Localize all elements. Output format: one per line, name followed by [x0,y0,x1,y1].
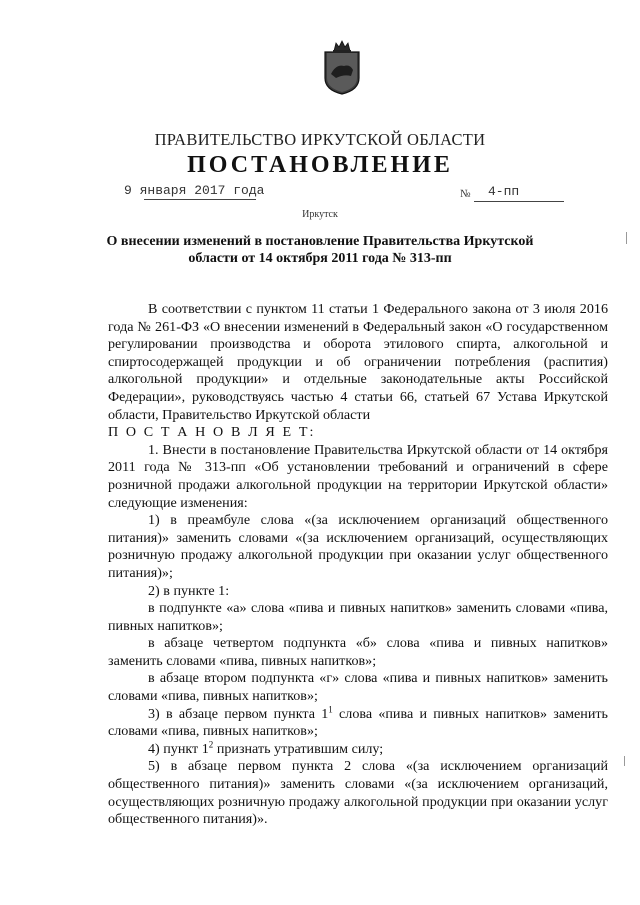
document-number: 4-пп [488,184,520,199]
number-sign: № [460,188,471,200]
date-underline [144,199,256,200]
item-1-2-c-paragraph: в абзаце втором подпункта «г» слова «пива и пивных напитков» заменить словами «пива, пивных напитков»; [108,670,608,705]
decree-word: П О С Т А Н О В Л Я Е Т: [108,424,316,441]
document-date-text: 9 января 2017 года [124,183,265,198]
government-name: ПРАВИТЕЛЬСТВО ИРКУТСКОЙ ОБЛАСТИ [154,130,486,149]
scan-mark-right-lower [624,756,625,766]
document-date [124,183,264,198]
item-1-2-b-paragraph: в абзаце четвертом подпункта «б» слова «пива и пивных напитков» заменить словами «пива, пивных напитков»; [108,635,608,669]
scan-mark-right [626,232,627,244]
item-1-3-end: слова «пива и пивных напитков» заменить словами «пива, пивных напитков»; [108,705,608,740]
preamble-paragraph: В соответствии с пунктом 11 статьи 1 Федерального закона от 3 июля 2016 года № 261-ФЗ «О внесении изменений в Федеральный закон «О государственном регулировании производства и оборота этилового спирта, алкогольной и спиртосодержащей продукции и об ограничении потребления (распития) алкогольной продукции» и отдельные законодательные акты Российской Федерации», руководствуясь частью 4 статьи 66, статьей 67 Устава Иркутской области, Правительство Иркутской области [108,301,608,423]
item-1-5-paragraph: 5) в абзаце первом пункта 2 слова «(за исключением организаций общественного питания)» заменить словами «(за исключением организаций, осуществляющих розничную продажу алкогольной продукции при оказании услуг общественного питания)». [108,758,608,828]
item-1-paragraph: 1. Внести в постановление Правительства Иркутской области от 14 октября 2011 года № 313-пп «Об установлении требований и ограничений в сфере розничной продажи алкогольной продукции на территории Иркутской области» следующие изменения: [108,441,608,511]
coat-of-arms-emblem [322,38,362,96]
item-1-4-end: признать утратившим силу; [213,740,384,757]
item-1-2-paragraph: 2) в пункте 1: [148,582,230,599]
item-1-3-superscript: 1 [328,703,333,714]
item-1-3-start: 3) в абзаце первом пункта 1 [148,705,329,722]
item-1-4-superscript: 2 [208,739,214,750]
document-title: О внесении изменений в постановление Правительства Иркутской области от 14 октября 2011 года № 313-пп [106,234,534,266]
item-1-3-paragraph [108,703,608,741]
item-1-4-paragraph [108,741,608,759]
document-body [108,301,608,829]
item-1-2-a-paragraph: в подпункте «а» слова «пива и пивных напитков» заменить словами «пива, пивных напитков»; [108,600,608,634]
item-1-1-paragraph: 1) в преамбуле слова «(за исключением организаций общественного питания)» заменить словами «(за исключением организаций, осуществляющих розничную продажу алкогольной продукции при оказании услуг общественного питания)»; [108,512,608,581]
document-city: Иркутск [302,209,338,220]
document-type-heading: ПОСТАНОВЛЕНИЕ [187,152,453,178]
number-underline [474,201,564,202]
item-1-4-start: 4) пункт 1 [148,740,209,757]
